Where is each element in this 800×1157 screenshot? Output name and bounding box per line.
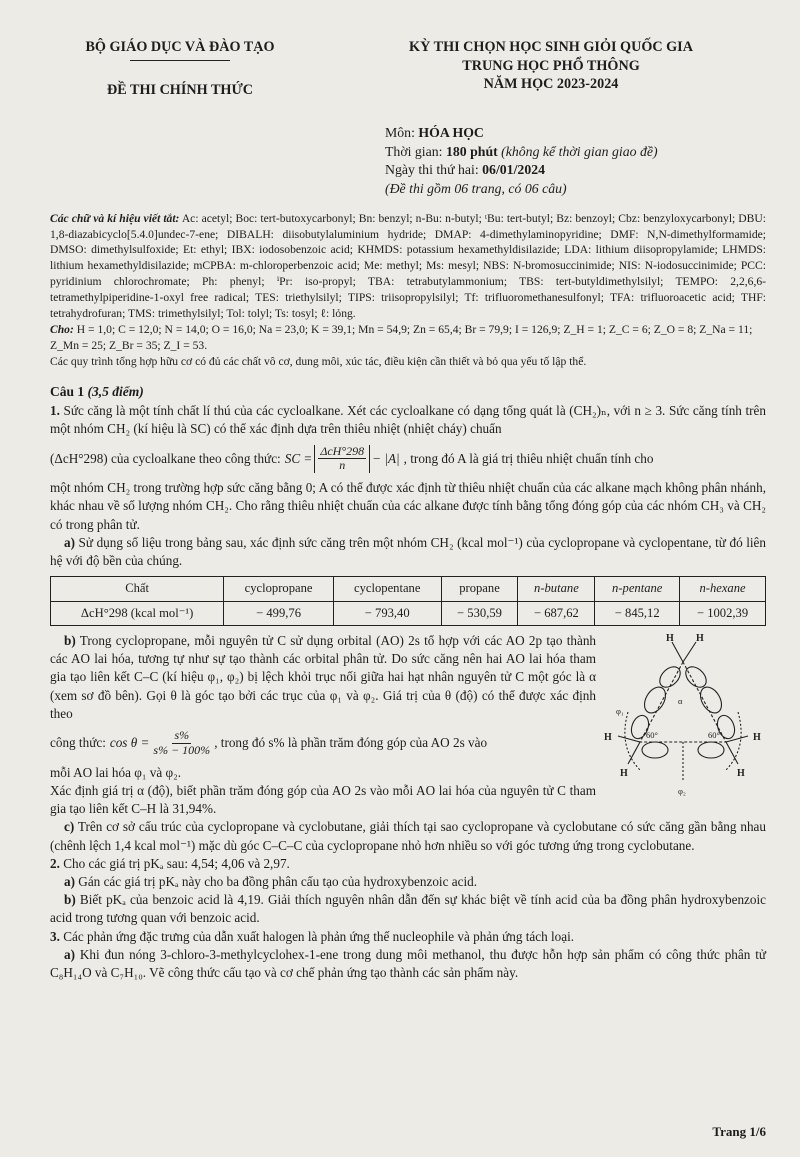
part-number: 1. — [50, 403, 60, 419]
abbreviations-text: Ac: acetyl; Boc: tert-butoxycarbonyl; Bn: benzyl; n-Bu: n-butyl; ᵗBu: tert-butyl; Bz: benzoyl; Cbz: benzyloxycarbonyl; DBU: 1,8-diazabicyclo[5.4.0]undec-7-ene; DIBALH: diisobutylaluminium hydride; DMAP: 4-dimethylaminopyridine; DMF: N,N-dimethylformamide; DMSO: dimethylsulfoxide; Et: ethyl; IBX: iodosobenzoic acid; KHMDS: potassium hexamethyldisilazide; LDA: lithium diisopropylamide; LHMDS: lithium hexamethyldisilazide; mCPBA: m-chloroperbenzoic acid; Me: methyl; Ms: mesyl; NBS: N-bromosuccinimide; NIS: N-iodosuccinimide; PCC: pyridinium chlorochromate; Ph: phenyl; ⁱPr: iso-propyl; TBA: tetrabutylammonium; TBS: tert-butyldimethylsilyl; TEMPO: 2,2,6,6-tetramethylpiperidine-1-oxyl free radical; TES: triethylsilyl; TIPS: triisopropylsilyl; Tf: trifluoromethanesulfonyl; TFA: trifluoroacetic acid; THF: tetrahydrofuran; TMS: trimethylsilyl; Tol: tolyl; Ts: tosyl; ℓ: lỏng. — [50, 211, 766, 320]
q1-part2b — [50, 891, 766, 927]
general-note: Các quy trình tổng hợp hữu cơ có đủ các chất vô cơ, dung môi, xúc tác, điều kiện cần thiết và bỏ qua yếu tố lập thể. — [50, 354, 587, 368]
table-cell: − 1002,39 — [680, 601, 766, 625]
formula-minus: − |A| — [372, 450, 400, 466]
part-number: 2. — [50, 855, 60, 871]
date-label: Ngày thi thứ hai: — [385, 162, 479, 178]
sub-text: Gán các giá trị pKₐ này cho ba đồng phân cấu tạo của hydroxybenzoic acid. — [78, 873, 478, 889]
time-line — [385, 143, 766, 162]
subject-line — [385, 124, 766, 143]
question-1-title — [50, 383, 766, 402]
exam-title-2: TRUNG HỌC PHỔ THÔNG — [462, 57, 640, 74]
q1-part1b — [50, 632, 596, 723]
q1-part1b-task: Xác định giá trị α (độ), biết phần trăm đóng góp của AO 2s vào mỗi AO lai hóa của nguyên tử C tham gia tạo liên kết C–H là 31,94%. — [50, 782, 596, 817]
formula-post: , trong đó s% là phần trăm đóng góp của AO 2s vào — [214, 735, 488, 751]
date-value: 06/01/2024 — [482, 162, 546, 178]
table-cell: − 687,62 — [518, 601, 595, 625]
q1-part3 — [50, 928, 766, 946]
subject-value: HÓA HỌC — [418, 125, 484, 141]
formula-pre: công thức: — [50, 735, 106, 751]
sub-label: a) — [64, 873, 75, 889]
table-cell: − 499,76 — [224, 601, 334, 625]
strain-formula-line — [50, 445, 766, 474]
divider — [130, 60, 230, 61]
header-right — [336, 38, 766, 100]
sub-label: a) — [64, 946, 75, 962]
table-header: n-pentane — [595, 577, 680, 601]
table-header: n-hexane — [680, 577, 766, 601]
q1-part2a — [50, 873, 766, 891]
q1-part1-cont: một nhóm CH₂ trong trường hợp sức căng bằng 0; A có thể được xác định từ thiêu nhiệt chuẩn của các alkane mạch không phân nhánh, khác nhau về số lượng nhóm CH₂. Cho rằng thiêu nhiệt chuẩn của các alkane được tính bằng tổng đóng góp của các nhóm CH₃ và CH₂ có trong phân tử. — [50, 480, 766, 532]
q1-part1b-section — [50, 632, 766, 818]
table-row-label: ΔcH°298 (kcal mol⁻¹) — [51, 601, 224, 625]
label-angle-60: 60° — [708, 729, 720, 740]
label-phi1: φ₁ — [616, 705, 624, 716]
orbital-diagram-svg — [600, 632, 766, 807]
exam-title-1: KỲ THI CHỌN HỌC SINH GIỎI QUỐC GIA — [409, 39, 693, 55]
table-header: cyclopropane — [224, 577, 334, 601]
part-text: Cho các giá trị pKₐ sau: 4,54; 4,06 và 2,97. — [63, 855, 290, 871]
date-line — [385, 161, 766, 180]
ministry-name: BỘ GIÁO DỤC VÀ ĐÀO TẠO — [85, 39, 275, 55]
label-h: H — [753, 731, 761, 743]
label-alpha: α — [678, 695, 683, 706]
label-h: H — [604, 731, 612, 743]
exam-title-3: NĂM HỌC 2023-2024 — [483, 76, 619, 93]
formula-fraction — [318, 445, 366, 474]
table-cell: − 530,59 — [441, 601, 518, 625]
sub-label: b) — [64, 892, 76, 908]
table-header: Chất — [51, 577, 224, 601]
sub-text: Biết pKₐ của benzoic acid là 4,19. Giải thích nguyên nhân dẫn đến sự khác biệt về tính acid của ba đồng phân hydroxybenzoic acid trong tương quan với benzoic acid. — [50, 892, 766, 926]
formula-abs — [314, 445, 370, 474]
table-header-row — [51, 577, 766, 601]
table-cell: − 845,12 — [595, 601, 680, 625]
table-header: n-butane — [518, 577, 595, 601]
heat-combustion-table — [50, 576, 766, 626]
table-cell: − 793,40 — [333, 601, 441, 625]
formula-pre: (ΔcH°298) của cycloalkane theo công thức: — [50, 450, 281, 466]
q1-part1c — [50, 818, 766, 854]
given-constants — [50, 322, 766, 354]
question-title: Câu 1 — [50, 384, 85, 400]
label-h: H — [696, 632, 704, 644]
formula-post: , trong đó A là giá trị thiêu nhiệt chuẩn tính cho — [403, 450, 654, 466]
part-number: 3. — [50, 928, 60, 944]
table-header: cyclopentane — [333, 577, 441, 601]
sub-label: c) — [64, 819, 75, 835]
subject-block — [385, 124, 766, 199]
given-text: H = 1,0; C = 12,0; N = 14,0; O = 16,0; Na = 23,0; K = 39,1; Mn = 54,9; Zn = 65,4; Br = 79,9; I = 126,9; Z_H = 1; Z_C = 6; Z_O = 8; Z_Na = 11; Z_Mn = 25; Z_Br = 35; Z_I = 53. — [50, 322, 753, 352]
sub-text: Khi đun nóng 3-chloro-3-methylcyclohex-1-ene trong dung môi methanol, thu được hỗn hợp sản phẩm có công thức phân tử C₈H₁₄O và C₇H₁₀. Vẽ công thức cấu tạo và cơ chế phản ứng tạo thành các sản phẩm này. — [50, 946, 767, 981]
q1-part2 — [50, 855, 766, 873]
time-value: 180 phút — [445, 143, 498, 159]
cos-formula-line — [50, 729, 596, 758]
part-text: Sức căng là một tính chất lí thú của các cycloalkane. Xét các cycloalkane có dạng tổng quát là (CH₂)ₙ, với n ≥ 3. Sức căng tính trên một nhóm CH₂ (kí hiệu là SC) có thể xác định dựa trên thiêu nhiệt (nhiệt cháy) chuẩn — [50, 403, 766, 437]
label-phi2: φ₂ — [678, 785, 686, 796]
header-left — [50, 38, 310, 100]
page-number: Trang 1/6 — [712, 1124, 766, 1140]
q1-part3a — [50, 946, 766, 982]
label-h: H — [620, 767, 628, 779]
q1-part1a — [50, 534, 766, 570]
given-label: Cho: — [50, 322, 74, 336]
formula-numerator: ΔcH°298 — [320, 443, 365, 458]
cos-formula — [110, 729, 210, 758]
table-row — [51, 601, 766, 625]
sub-label: a) — [64, 534, 75, 550]
formula-lhs: cos θ = — [109, 735, 150, 751]
formula-denominator: s% − 100% — [153, 742, 211, 757]
formula-lhs: SC = — [284, 450, 313, 466]
part-text: Các phản ứng đặc trưng của dẫn xuất halogen là phản ứng thế nucleophile và phản ứng tách loại. — [63, 928, 575, 944]
table-header: propane — [441, 577, 518, 601]
q1-part1b-cont: mỗi AO lai hóa φ₁ và φ₂. — [50, 764, 181, 780]
pages-note: (Đề thi gồm 06 trang, có 06 câu) — [385, 181, 567, 197]
sub-text: Sử dụng số liệu trong bảng sau, xác định sức căng trên một nhóm CH₂ (kcal mol⁻¹) của cyclopropane và cyclopentane, từ đó liên hệ với độ bền của chúng. — [50, 534, 766, 568]
time-label: Thời gian: — [385, 143, 443, 159]
official-label: ĐỀ THI CHÍNH THỨC — [107, 81, 253, 98]
label-angle-60: 60° — [646, 729, 658, 740]
sub-text: Trên cơ sở cấu trúc của cyclopropane và cyclobutane, giải thích tại sao cyclopropane và cyclobutane có sức căng gần bằng nhau (chênh lệch 1,4 kcal mol⁻¹) mặc dù góc C–C–C của cyclopropane nhỏ hơn nhiều so với góc tương ứng trong cyclobutane. — [50, 819, 767, 853]
abbreviations — [50, 211, 766, 322]
subject-label: Môn: — [385, 125, 415, 141]
cyclopropane-orbital-diagram — [600, 632, 766, 807]
time-note: (không kể thời gian giao đề) — [501, 143, 658, 159]
q1-part1-intro — [50, 402, 766, 438]
formula-fraction — [153, 729, 210, 758]
formula-numerator: s% — [174, 728, 190, 743]
label-h: H — [737, 767, 745, 779]
strain-formula — [285, 445, 400, 474]
sub-label: b) — [64, 632, 76, 648]
formula-denominator: n — [339, 458, 346, 473]
header — [50, 38, 766, 100]
abbreviations-label: Các chữ và kí hiệu viết tắt: — [50, 211, 180, 225]
q1-part1b-text — [50, 632, 596, 818]
question-points: (3,5 điểm) — [87, 384, 144, 400]
label-h: H — [666, 632, 674, 644]
sub-text: Trong cyclopropane, mỗi nguyên tử C sử dụng orbital (AO) 2s tổ hợp với các AO 2p tạo thành các AO lai hóa, tương tự như sự tạo thành các orbital phân tử. Do sức căng nên hai AO lai hóa tham gia tạo liên kết C–C (kí hiệu φ₁, φ₂) bị lệch khỏi trục nối giữa hai hạt nhân nguyên tử C một góc là α (xem sơ đồ bên). Gọi θ là góc tạo bởi các trục của φ₁ và φ₂. Giá trị của θ (độ) có thể được xác định theo — [50, 632, 597, 721]
